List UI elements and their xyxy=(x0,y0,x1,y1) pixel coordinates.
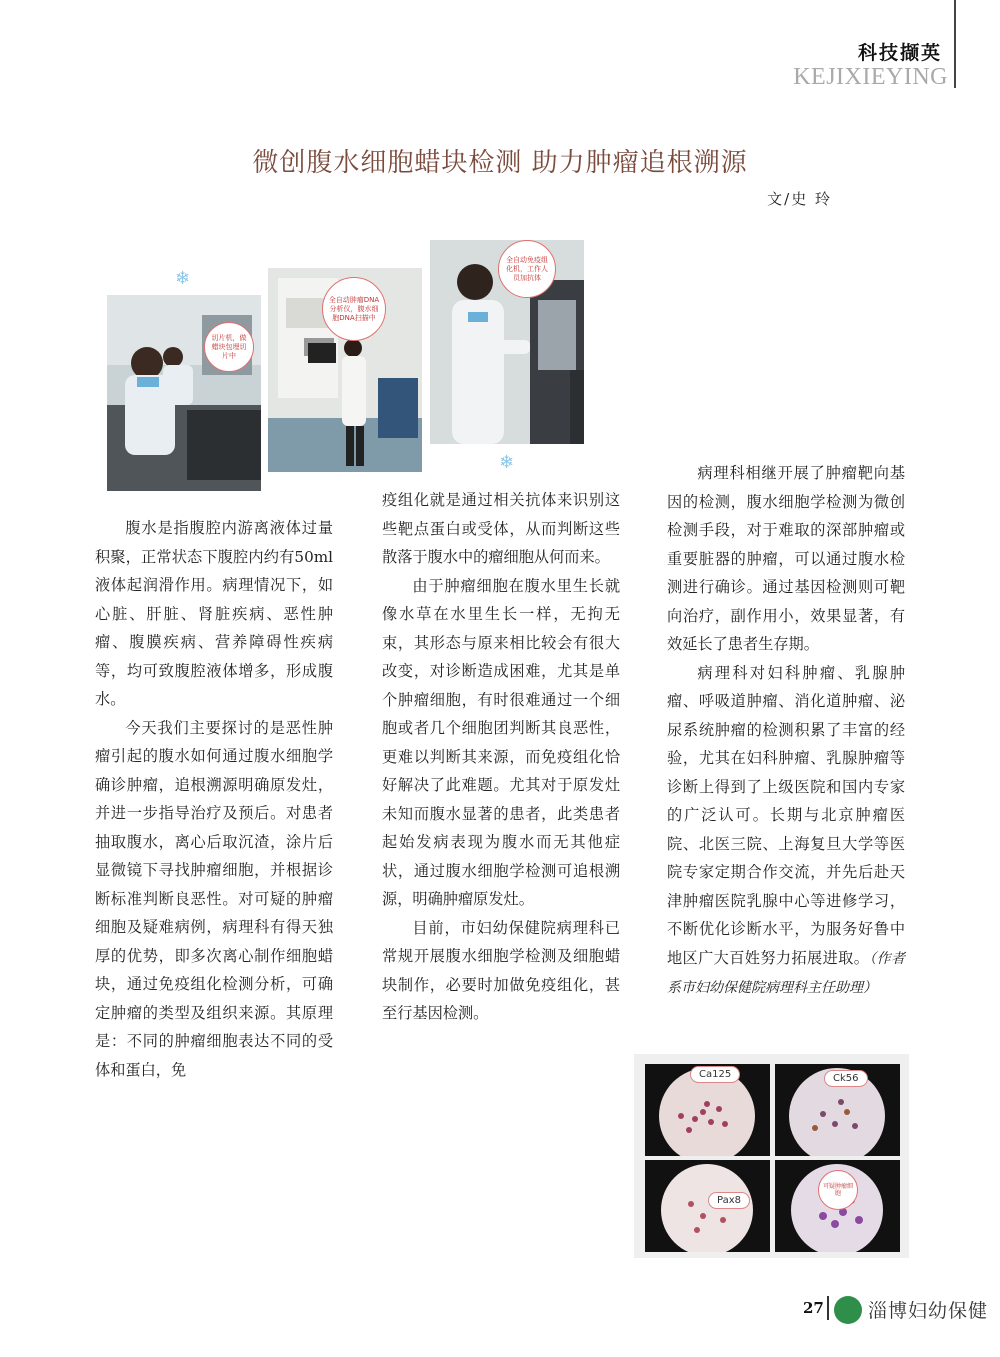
section-title: 科技撷英 xyxy=(857,42,942,64)
footer-brand: 淄博妇幼保健 xyxy=(868,1300,989,1322)
photo-caption-bubble: 全自动肿瘤DNA分析仪，腹水细胞DNA扫描中 xyxy=(322,277,386,341)
snowflake-icon: ❄ xyxy=(499,452,515,473)
paragraph: 今天我们主要探讨的是恶性肿瘤引起的腹水如何通过腹水细胞学确诊肿瘤，追根溯源明确原发灶，并进一步指导治疗及预后。对患者抽取腹水，离心后取沉渣，涂片后显微镜下寻找肿瘤细胞，并根据诊断标准判断良恶性。对可疑的肿瘤细胞及疑难病例，病理科有得天独厚的优势，即多次离心制作细胞蜡块，通过免疫组化检测分析，可确定肿瘤的类型及组织来源。其原理是：不同的肿瘤细胞表达不同的受体和蛋白，免 xyxy=(95,718,333,1079)
text-column-2 xyxy=(382,486,620,1028)
paragraph: 疫组化就是通过相关抗体来识别这些靶点蛋白或受体，从而判断这些散落于腹水中的瘤细胞从何而来。 xyxy=(382,491,620,566)
header-divider xyxy=(954,0,956,88)
author-note: （作者系市妇幼保健院病理科主任助理） xyxy=(667,950,906,996)
photo-caption-bubble: 切片机，做蜡块包埋切片中 xyxy=(204,322,254,372)
hospital-logo-icon xyxy=(834,1296,862,1324)
paragraph-text: 病理科对妇科肿瘤、乳腺肿瘤、呼吸道肿瘤、消化道肿瘤、泌尿系统肿瘤的检测积累了丰富的经验，尤其在妇科肿瘤、乳腺肿瘤等诊断上得到了上级医院和国内专家的广泛认可。长期与北京肿瘤医院、北医三院、上海复旦大学等医院专家定期合作交流，并先后赴天津肿瘤医院乳腺中心等进修学习，不断优化诊断水平，为服务好鲁中地区广大百姓努力拓展进取。 xyxy=(667,663,905,967)
paragraph: 病理科相继开展了肿瘤靶向基因的检测，腹水细胞学检测为微创检测手段，对于难取的深部肿瘤或重要脏器的肿瘤，可以通过腹水检测进行确诊。通过基因检测则可靶向治疗，副作用小，效果显著，有效延长了患者生存期。 xyxy=(667,464,905,653)
text-column-3 xyxy=(667,459,905,1003)
paragraph: 腹水是指腹腔内游离液体过量积聚，正常状态下腹腔内约有50ml液体起润滑作用。病理情况下，如心脏、肝脏、肾脏疾病、恶性肿瘤、腹膜疾病、营养障碍性疾病等，均可致腹腔液体增多，形成腹水。 xyxy=(95,519,333,708)
article-title: 微创腹水细胞蜡块检测 助力肿瘤追根溯源 xyxy=(252,148,748,178)
stain-label: Pax8 xyxy=(708,1192,750,1209)
micrograph-pax8 xyxy=(645,1160,770,1252)
paragraph xyxy=(667,659,905,1003)
stain-label: Ck56 xyxy=(824,1070,868,1087)
paragraph: 由于肿瘤细胞在腹水里生长就像水草在水里生长一样，无拘无束，其形态与原来相比较会有很大改变，对诊断造成困难，尤其是单个肿瘤细胞，有时很难通过一个细胞或者几个细胞团判断其良恶性，更难以判断其来源，而免疫组化恰好解决了此难题。尤其对于原发灶未知而腹水显著的患者，此类患者起始发病表现为腹水而无其他症状，通过腹水细胞学检测可追根溯源，明确肿瘤原发灶。 xyxy=(382,576,620,908)
paragraph: 目前，市妇幼保健院病理科已常规开展腹水细胞学检测及细胞蜡块制作，必要时加做免疫组化，甚至行基因检测。 xyxy=(382,918,620,1022)
section-title-pinyin: KEJIXIEYING xyxy=(793,64,948,90)
stain-label: Ca125 xyxy=(690,1066,740,1083)
footer-divider xyxy=(827,1296,829,1320)
page-number: 27 xyxy=(803,1299,824,1317)
text-column-1 xyxy=(95,514,333,1084)
photo-caption-bubble: 全自动免疫组化机，工作人员加抗体 xyxy=(498,240,556,298)
byline: 文/史 玲 xyxy=(767,190,832,208)
stain-label: 可疑肿瘤细胞 xyxy=(818,1170,858,1210)
snowflake-icon: ❄ xyxy=(175,268,191,289)
